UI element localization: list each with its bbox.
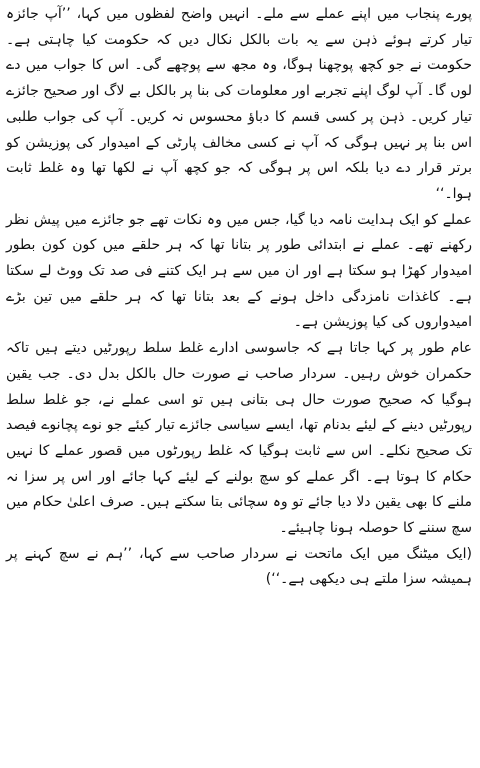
paragraph-4: (ایک میٹنگ میں ایک ماتحت نے سردار صاحب سے کہا، ’’ہم نے سچ کہنے پر ہمیشہ سزا ملتے ہی دیکھی ہے۔‘‘) (6, 545, 472, 588)
paragraph-1: پورے پنجاب میں اپنے عملے سے ملے۔ انہیں واضح لفظوں میں کہا، ’’آپ جائزہ تیار کرتے ہوئے ذہن سے یہ بات بالکل نکال دیں کہ حکومت کیا چاہتی ہے۔ حکومت نے جو کچھ پوچھنا ہوگا، وہ مجھ سے پوچھے گی۔ اس کا جواب میں دے لوں گا۔ آپ لوگ اپنے تجربے اور معلومات کی بنا پر بالکل بے لاگ اور صحیح جائزے تیار کریں۔ ذہن پر کسی قسم کا دباؤ محسوس نہ کریں۔ آپ کی جواب طلبی اس بنا پر نہیں ہوگی کہ آپ نے کسی مخالف پارٹی کے امیدوار کی پوزیشن کو برتر قرار دے دیا بلکہ اس پر ہوگی کہ جو کچھ آپ نے لکھا تھا وہ غلط ثابت ہوا۔‘‘ (6, 6, 472, 202)
paragraph-3: عام طور پر کہا جاتا ہے کہ جاسوسی ادارے غلط سلط رپورٹیں دیتے ہیں تاکہ حکمران خوش رہیں۔ سردار صاحب نے صورت حال بالکل بدل دی۔ جب یقین ہوگیا کہ صحیح صورت حال ہی بتانی ہیں تو اسی عملے نے، جو غلط سلط رپورٹیں دینے کے لیئے بدنام تھا، ایسے سیاسی جائزے تیار کیئے جو نوے پچانوے فیصد تک صحیح نکلے۔ اس سے ثابت ہوگیا کہ غلط رپورٹوں میں قصور عملے کا نہیں حکام کا ہوتا ہے۔ اگر عملے کو سچ بولنے کے لیئے کہا جائے اور اس پر سزا نہ ملنے کا بھی یقین دلا دیا جائے تو وہ سچائی بتا سکتے ہیں۔ صرف اعلیٰ حکام میں سچ سننے کا حوصلہ ہونا چاہیئے۔ (6, 340, 472, 537)
paragraph-2: عملے کو ایک ہدایت نامہ دیا گیا، جس میں وہ نکات تھے جو جائزے میں پیش نظر رکھنے تھے۔ عملے نے ابتدائی طور پر بتانا تھا کہ ہر حلقے میں کون کون بطور امیدوار کھڑا ہو سکتا ہے اور ان میں سے ہر ایک کتنے فی صد تک ووٹ لے سکتا ہے۔ کاغذات نامزدگی داخل ہونے کے بعد بتانا تھا کہ ہر حلقے میں تین بڑے امیدواروں کی کیا پوزیشن ہے۔ (6, 211, 472, 331)
